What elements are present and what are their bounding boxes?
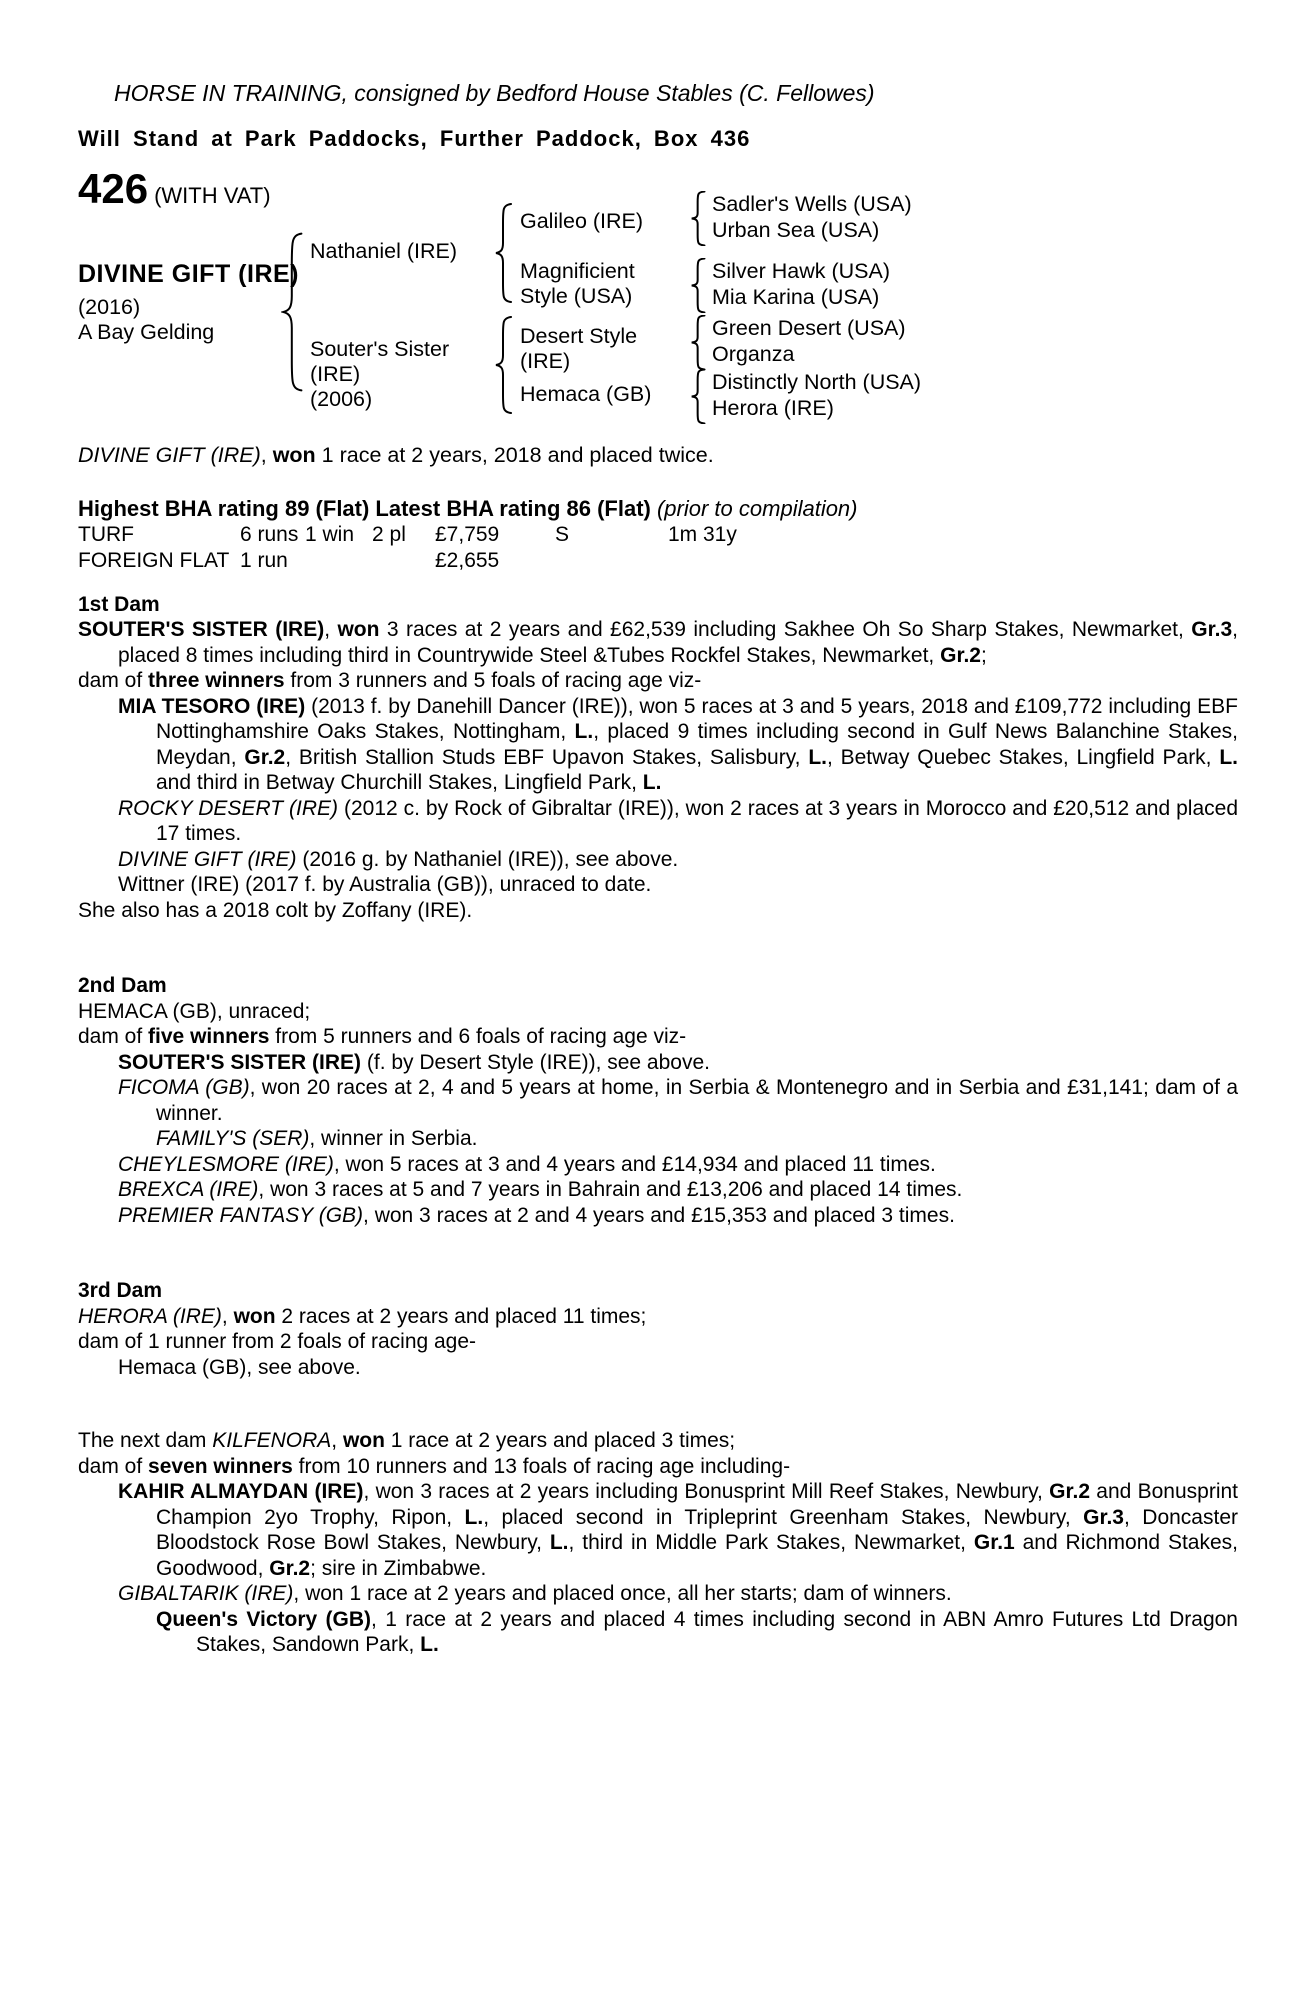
page-title: HORSE IN TRAINING, consigned by Bedford House Stables (C. Fellowes) — [114, 80, 875, 106]
pedigree-brace-parents-icon — [281, 232, 305, 392]
pedigree-paragraph: GIBALTARIK (IRE), won 1 race at 2 years and placed once, all her starts; dam of winners. — [118, 1582, 952, 1605]
pedigree-paragraph: FICOMA (GB), won 20 races at 2, 4 and 5 years at home, in Serbia & Montenegro and in Serbia and £31,141; dam of a winner. — [118, 1076, 1238, 1125]
pedigree-brace-gg2-icon — [690, 258, 707, 313]
wins-count — [305, 548, 372, 574]
pedigree-paragraph: SOUTER'S SISTER (IRE) (f. by Desert Style (IRE)), see above. — [118, 1050, 710, 1074]
lot-header — [78, 165, 271, 212]
ratings-row-turf — [78, 522, 1238, 548]
horse-name: DIVINE GIFT (IRE) — [78, 260, 299, 288]
dam-dam-name: Hemaca (GB) — [520, 382, 652, 406]
wins-count: 1 win — [305, 522, 355, 546]
places-count: 2 pl — [372, 522, 406, 546]
great-grandparent-name: Herora (IRE) — [712, 396, 834, 420]
places-count — [372, 548, 435, 574]
sire-dam-name: Magnificient Style (USA) — [520, 259, 635, 308]
pedigree-paragraph: HEMACA (GB), unraced; — [78, 999, 311, 1023]
surface-label: FOREIGN FLAT — [78, 548, 230, 572]
pedigree-paragraph: CHEYLESMORE (IRE), won 5 races at 3 and 4 years and £14,934 and placed 11 times. — [118, 1152, 936, 1176]
stamina-code: S — [555, 522, 570, 546]
dam-sire-name: Desert Style (IRE) — [520, 324, 638, 373]
ratings-row-foreign-flat — [78, 548, 1238, 574]
section-heading: 3rd Dam — [78, 1279, 163, 1302]
pedigree-paragraph: Hemaca (GB), see above. — [118, 1355, 361, 1379]
great-grandparent-name: Distinctly North (USA) — [712, 370, 922, 394]
pedigree-paragraph: KAHIR ALMAYDAN (IRE), won 3 races at 2 years including Bonusprint Mill Reef Stakes, Newbury, Gr.2 and Bonusprint Champion 2yo Trophy, Ripon, L., placed second in Tripleprint Greenham Stakes, Newbury, Gr.3, Doncaster Bloodstock Rose Bowl Stakes, Newbury, L., third in Middle Park Stakes, Newmarket, Gr.1 and Richmond Stakes, Goodwood, Gr.2; sire in Zimbabwe. — [118, 1480, 1238, 1580]
distance-value: 1m 31y — [668, 522, 737, 546]
pedigree-brace-gg1-icon — [690, 191, 707, 246]
stand-location-line: Will Stand at Park Paddocks, Further Paddock, Box 436 — [78, 126, 751, 151]
section-heading: 1st Dam — [78, 592, 160, 616]
runs-count: 1 run — [240, 548, 288, 572]
pedigree-paragraph: dam of 1 runner from 2 foals of racing age- — [78, 1330, 477, 1353]
second-dam-section — [78, 973, 1238, 1228]
pedigree-paragraph: SOUTER'S SISTER (IRE), won 3 races at 2 years and £62,539 including Sakhee Oh So Sharp Stakes, Newmarket, Gr.3, placed 8 times including third in Countrywide Steel &Tubes Rockfel Stakes, Newmarket, Gr.2; — [78, 618, 1238, 667]
pedigree-paragraph: dam of seven winners from 10 runners and 13 foals of racing age including- — [78, 1454, 791, 1478]
great-grandparent-name: Green Desert (USA) — [712, 316, 906, 340]
pedigree-brace-gg3-icon — [690, 315, 707, 370]
pedigree-paragraph: ROCKY DESERT (IRE) (2012 c. by Rock of Gibraltar (IRE)), won 2 races at 3 years in Morocco and £20,512 and placed 17 times. — [118, 796, 1238, 845]
runs-count: 6 runs — [240, 522, 299, 546]
dam-name-line1: Souter's Sister (IRE) — [310, 337, 450, 386]
great-grandparent-name: Sadler's Wells (USA) — [712, 192, 912, 216]
third-dam-section — [78, 1278, 1238, 1380]
pedigree-paragraph: Wittner (IRE) (2017 f. by Australia (GB)), unraced to date. — [118, 873, 652, 896]
next-dam-section — [78, 1428, 1238, 1658]
stamina-code — [555, 548, 668, 574]
bha-rating-values: Highest BHA rating 89 (Flat) Latest BHA rating 86 (Flat) — [78, 496, 657, 521]
race-record-line: DIVINE GIFT (IRE), won 1 race at 2 years, 2018 and placed twice. — [78, 443, 714, 467]
great-grandparent-name: Mia Karina (USA) — [712, 285, 880, 309]
bha-rating-note: (prior to compilation) — [656, 496, 858, 521]
horse-description: A Bay Gelding — [78, 320, 215, 344]
section-heading: 2nd Dam — [78, 974, 167, 997]
pedigree-brace-gg4-icon — [690, 369, 707, 424]
pedigree-paragraph: dam of three winners from 3 runners and 5 foals of racing age viz- — [78, 669, 702, 692]
pedigree-paragraph: PREMIER FANTASY (GB), won 3 races at 2 and 4 years and £15,353 and placed 3 times. — [118, 1203, 955, 1227]
pedigree-block — [78, 165, 1238, 427]
pedigree-paragraph: HERORA (IRE), won 2 races at 2 years and placed 11 times; — [78, 1304, 647, 1328]
pedigree-paragraph: dam of five winners from 5 runners and 6 foals of racing age viz- — [78, 1025, 687, 1048]
earnings-value: £2,655 — [435, 548, 500, 572]
pedigree-paragraph: DIVINE GIFT (IRE) (2016 g. by Nathaniel (IRE)), see above. — [118, 847, 679, 871]
pedigree-paragraph: Queen's Victory (GB), 1 race at 2 years and placed 4 times including second in ABN Amro Futures Ltd Dragon Stakes, Sandown Park, L. — [156, 1607, 1238, 1656]
sire-sire-name: Galileo (IRE) — [520, 209, 644, 233]
great-grandparent-name: Silver Hawk (USA) — [712, 259, 890, 283]
sire-name: Nathaniel (IRE) — [310, 239, 457, 263]
ratings-block — [78, 496, 1238, 574]
dam-year: (2006) — [310, 387, 373, 411]
horse-birth-year: (2016) — [78, 295, 141, 319]
earnings-value: £7,759 — [435, 522, 500, 546]
pedigree-paragraph: BREXCA (IRE), won 3 races at 5 and 7 years in Bahrain and £13,206 and placed 14 times. — [118, 1178, 963, 1201]
first-dam-section — [78, 592, 1238, 924]
surface-label: TURF — [78, 522, 134, 546]
pedigree-paragraph: The next dam KILFENORA, won 1 race at 2 years and placed 3 times; — [78, 1429, 736, 1452]
great-grandparent-name: Organza — [712, 342, 795, 366]
great-grandparent-name: Urban Sea (USA) — [712, 218, 880, 242]
pedigree-paragraph: FAMILY'S (SER), winner in Serbia. — [156, 1127, 478, 1150]
distance-value — [668, 548, 1238, 574]
bha-rating-heading — [78, 496, 1238, 522]
pedigree-paragraph: MIA TESORO (IRE) (2013 f. by Danehill Dancer (IRE)), won 5 races at 3 and 5 years, 2018 and £109,772 including EBF Nottinghamshire Oaks Stakes, Nottingham, L., placed 9 times including second in Gulf News Balanchine Stakes, Meydan, Gr.2, British Stallion Studs EBF Upavon Stakes, Salisbury, L., Betway Quebec Stakes, Lingfield Park, L. and third in Betway Churchill Stakes, Lingfield Park, L. — [118, 694, 1239, 794]
vat-note: (WITH VAT) — [154, 183, 271, 208]
dam-name — [310, 337, 500, 412]
pedigree-paragraph: She also has a 2018 colt by Zoffany (IRE). — [78, 898, 473, 922]
lot-number: 426 — [78, 165, 149, 212]
